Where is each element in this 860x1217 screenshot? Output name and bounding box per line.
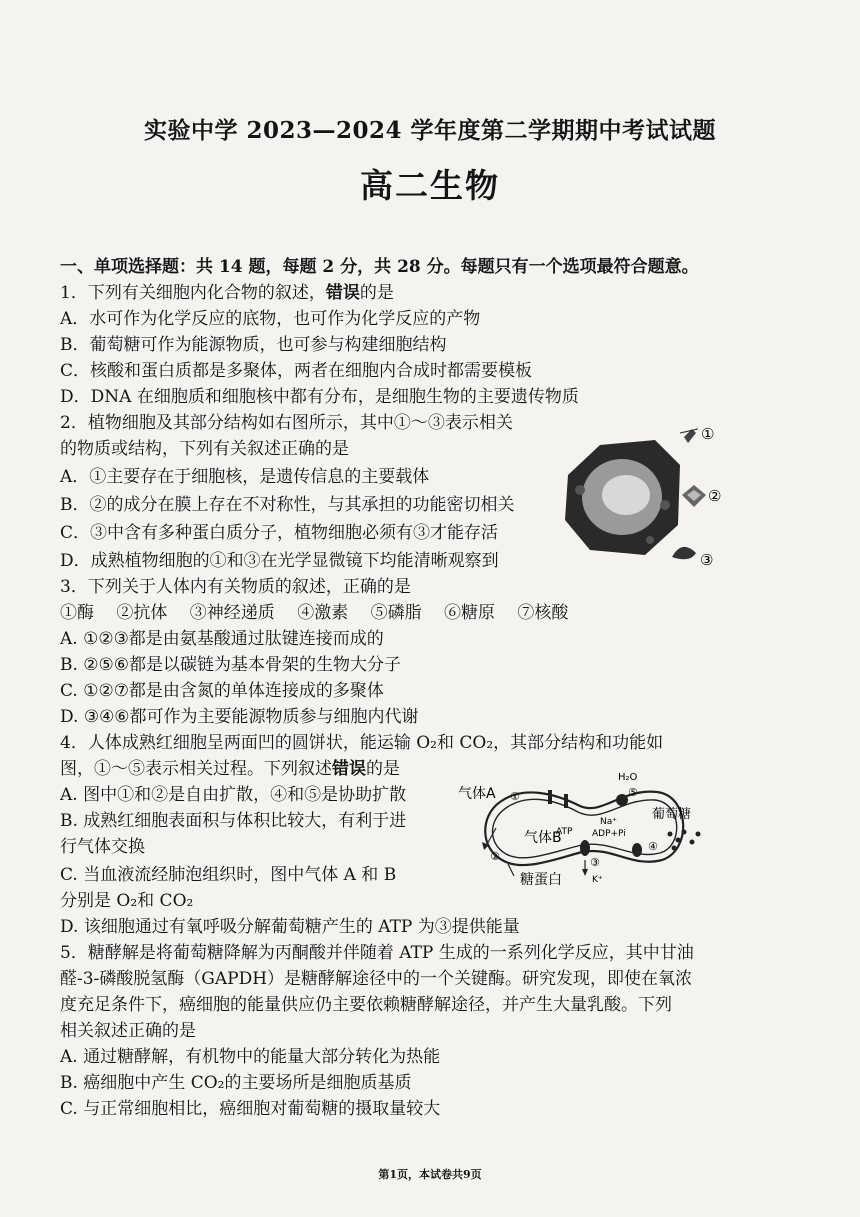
- process-4-label: ④: [648, 840, 658, 853]
- q2-option-a: A．①主要存在于细胞核，是遗传信息的主要载体: [60, 467, 430, 487]
- q3-option-b: B. ②⑤⑥都是以碳链为基本骨架的生物大分子: [60, 655, 402, 675]
- q3-items: ①酶 ②抗体 ③神经递质 ④激素 ⑤磷脂 ⑥糖原 ⑦核酸: [60, 603, 569, 623]
- question-2-stem-line1: 2．植物细胞及其部分结构如右图所示，其中①～③表示相关: [60, 413, 513, 433]
- atp-label: ATP: [556, 827, 573, 837]
- question-5-stem-line4: 相关叙述正确的是: [60, 1021, 196, 1041]
- question-5-stem-line3: 度充足条件下，癌细胞的能量供应仍主要依赖糖酵解途径，并产生大量乳酸。下列: [60, 995, 672, 1015]
- adp-label: ADP+Pi: [592, 829, 626, 839]
- q5-option-a: A. 通过糖酵解，有机物中的能量大部分转化为热能: [60, 1047, 441, 1067]
- gas-a-label: 气体A: [458, 786, 496, 802]
- label-3: ③: [700, 551, 714, 569]
- q3-option-d: D. ③④⑥都可作为主要能源物质参与细胞内代谢: [60, 707, 419, 727]
- gas-b-label: 气体B: [524, 830, 562, 846]
- cell-center-shape: [602, 475, 650, 515]
- q5-option-b: B. 癌细胞中产生 CO₂的主要场所是细胞质基质: [60, 1073, 412, 1093]
- plant-cell-illustration: [560, 415, 730, 580]
- na-label: Na⁺: [600, 817, 617, 827]
- q4-option-d: D. 该细胞通过有氧呼吸分解葡萄糖产生的 ATP 为③提供能量: [60, 917, 520, 937]
- label-1: ①: [701, 425, 715, 443]
- q2-option-b: B．②的成分在膜上存在不对称性，与其承担的功能密切相关: [60, 495, 515, 515]
- q4-option-b-line2: 行气体交换: [60, 837, 145, 857]
- question-5-stem-line1: 5．糖酵解是将葡萄糖降解为丙酮酸并伴随着 ATP 生成的一系列化学反应，其中甘油: [60, 943, 694, 963]
- glucose-label: 葡萄糖: [652, 807, 692, 822]
- section-heading: 一、单项选择题：共 14 题，每题 2 分，共 28 分。每题只有一个选项最符合题意。: [60, 257, 699, 277]
- na-k-pump: [580, 840, 590, 856]
- q4-option-c-line1: C. 当血液流经肺泡组织时，图中气体 A 和 B: [60, 865, 397, 885]
- question-2-stem-line2: 的物质或结构，下列有关叙述正确的是: [60, 439, 349, 459]
- q4-option-c-line2: 分别是 O₂和 CO₂: [60, 891, 194, 911]
- page-footer: 第1页，本试卷共9页: [378, 1168, 482, 1181]
- q5-option-c: C. 与正常细胞相比，癌细胞对葡萄糖的摄取量较大: [60, 1099, 441, 1119]
- process-2-label: ②: [490, 850, 500, 863]
- red-blood-cell-figure: [452, 768, 712, 888]
- water-label: H₂O: [618, 772, 638, 783]
- exam-title: 实验中学 2023—2024 学年度第二学期期中考试试题: [143, 117, 717, 144]
- glycoprotein-label: 糖蛋白: [520, 872, 562, 888]
- q1-option-b: B．葡萄糖可作为能源物质，也可参与构建细胞结构: [60, 335, 447, 355]
- question-3-stem: 3．下列关于人体内有关物质的叙述，正确的是: [60, 577, 411, 597]
- process-5-label: ⑤: [628, 786, 638, 799]
- q4-option-a: A. 图中①和②是自由扩散，④和⑤是协助扩散: [60, 785, 407, 805]
- q3-option-a: A. ①②③都是由氨基酸通过肽键连接而成的: [60, 629, 384, 649]
- q1-option-c: C．核酸和蛋白质都是多聚体，两者在细胞内合成时都需要模板: [60, 361, 533, 381]
- question-5-stem-line2: 醛-3-磷酸脱氢酶（GAPDH）是糖酵解途径中的一个关键酶。研究发现，即使在氧浓: [60, 969, 693, 989]
- process-1-label: ①: [510, 790, 520, 803]
- q4-option-b-line1: B. 成熟红细胞表面积与体积比较大，有利于进: [60, 811, 407, 831]
- red-blood-cell-diagram: [452, 768, 712, 888]
- process-3-label: ③: [590, 856, 600, 869]
- question-4-stem-line2: 图，①～⑤表示相关过程。下列叙述错误的是: [60, 759, 400, 779]
- exam-subject: 高二生物: [360, 166, 500, 205]
- question-4-stem-line1: 4．人体成熟红细胞呈两面凹的圆饼状，能运输 O₂和 CO₂，其部分结构和功能如: [60, 733, 664, 753]
- water-channel: [616, 794, 628, 806]
- structure-3-shape: [672, 547, 696, 559]
- q1-option-a: A．水可作为化学反应的底物，也可作为化学反应的产物: [60, 309, 481, 329]
- q2-option-c: C．③中含有多种蛋白质分子，植物细胞必须有③才能存活: [60, 523, 499, 543]
- q3-option-c: C. ①②⑦都是由含氮的单体连接成的多聚体: [60, 681, 384, 701]
- label-2: ②: [708, 487, 722, 505]
- k-label: K⁺: [592, 875, 603, 885]
- question-1-stem: 1．下列有关细胞内化合物的叙述，错误的是: [60, 283, 394, 303]
- q1-option-d: D．DNA 在细胞质和细胞核中都有分布，是细胞生物的主要遗传物质: [60, 387, 579, 407]
- glucose-transporter: [632, 843, 642, 857]
- plant-cell-figure: [560, 415, 730, 580]
- q2-option-d: D．成熟植物细胞的①和③在光学显微镜下均能清晰观察到: [60, 551, 499, 571]
